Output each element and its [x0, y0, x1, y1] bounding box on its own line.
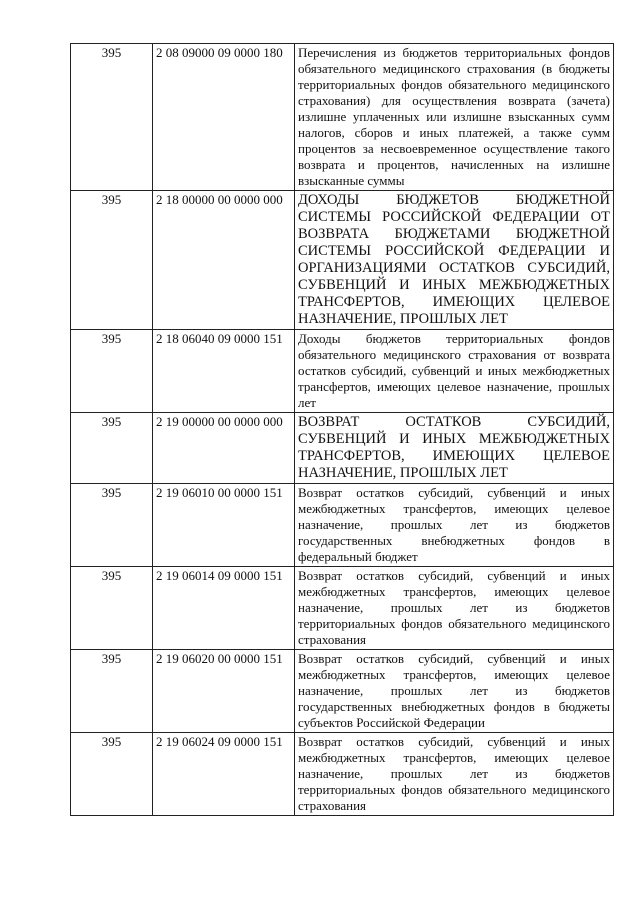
- table-row: [71, 650, 614, 733]
- table-body: [71, 44, 614, 816]
- budget-code-cell: 2 18 06040 09 0000 151: [153, 330, 295, 413]
- description-cell: ДОХОДЫ БЮДЖЕТОВ БЮДЖЕТНОЙ СИСТЕМЫ РОССИЙСКОЙ ФЕДЕРАЦИИ ОТ ВОЗВРАТА БЮДЖЕТАМИ БЮДЖЕТНОЙ СИСТЕМЫ РОССИЙСКОЙ ФЕДЕРАЦИИ И ОРГАНИЗАЦИЯМИ ОСТАТКОВ СУБСИДИЙ, СУБВЕНЦИЙ И ИНЫХ МЕЖБЮДЖЕТНЫХ ТРАНСФЕРТОВ, ИМЕЮЩИХ ЦЕЛЕВОЕ НАЗНАЧЕНИЕ, ПРОШЛЫХ ЛЕТ: [295, 191, 614, 330]
- budget-code-cell: 2 19 06014 09 0000 151: [153, 567, 295, 650]
- budget-code-cell: 2 19 00000 00 0000 000: [153, 413, 295, 484]
- description-cell: Возврат остатков субсидий, субвенций и иных межбюджетных трансфертов, имеющих целевое назначение, прошлых лет из бюджетов территориальных фондов обязательного медицинского страхования: [295, 733, 614, 816]
- table-row: [71, 567, 614, 650]
- admin-code-cell: 395: [71, 567, 153, 650]
- table-row: [71, 484, 614, 567]
- budget-code-cell: 2 19 06024 09 0000 151: [153, 733, 295, 816]
- table-row: [71, 44, 614, 191]
- budget-code-cell: 2 19 06020 00 0000 151: [153, 650, 295, 733]
- admin-code-cell: 395: [71, 484, 153, 567]
- budget-code-cell: 2 08 09000 09 0000 180: [153, 44, 295, 191]
- description-cell: Возврат остатков субсидий, субвенций и иных межбюджетных трансфертов, имеющих целевое назначение, прошлых лет из бюджетов государственных внебюджетных фондов в бюджеты субъектов Российской Федерации: [295, 650, 614, 733]
- description-cell: Перечисления из бюджетов территориальных фондов обязательного медицинского страхования (в бюджеты территориальных фондов обязательного медицинского страхования) для осуществления возврата (зачета) излишне уплаченных или излишне взысканных сумм налогов, сборов и иных платежей, а также сумм процентов за несвоевременное осуществление такого возврата и процентов, начисленных на излишне взысканные суммы: [295, 44, 614, 191]
- admin-code-cell: 395: [71, 413, 153, 484]
- admin-code-cell: 395: [71, 44, 153, 191]
- table-row: [71, 330, 614, 413]
- description-cell: Возврат остатков субсидий, субвенций и иных межбюджетных трансфертов, имеющих целевое назначение, прошлых лет из бюджетов государственных внебюджетных фондов в федеральный бюджет: [295, 484, 614, 567]
- budget-code-cell: 2 19 06010 00 0000 151: [153, 484, 295, 567]
- description-cell: ВОЗВРАТ ОСТАТКОВ СУБСИДИЙ, СУБВЕНЦИЙ И ИНЫХ МЕЖБЮДЖЕТНЫХ ТРАНСФЕРТОВ, ИМЕЮЩИХ ЦЕЛЕВОЕ НАЗНАЧЕНИЕ, ПРОШЛЫХ ЛЕТ: [295, 413, 614, 484]
- budget-code-cell: 2 18 00000 00 0000 000: [153, 191, 295, 330]
- admin-code-cell: 395: [71, 650, 153, 733]
- table-row: [71, 733, 614, 816]
- admin-code-cell: 395: [71, 191, 153, 330]
- budget-codes-table: [70, 43, 614, 816]
- admin-code-cell: 395: [71, 330, 153, 413]
- admin-code-cell: 395: [71, 733, 153, 816]
- description-cell: Возврат остатков субсидий, субвенций и иных межбюджетных трансфертов, имеющих целевое назначение, прошлых лет из бюджетов территориальных фондов обязательного медицинского страхования: [295, 567, 614, 650]
- table-row: [71, 191, 614, 330]
- table-row: [71, 413, 614, 484]
- description-cell: Доходы бюджетов территориальных фондов обязательного медицинского страхования от возврата остатков субсидий, субвенций и иных межбюджетных трансфертов, имеющих целевое назначение, прошлых лет: [295, 330, 614, 413]
